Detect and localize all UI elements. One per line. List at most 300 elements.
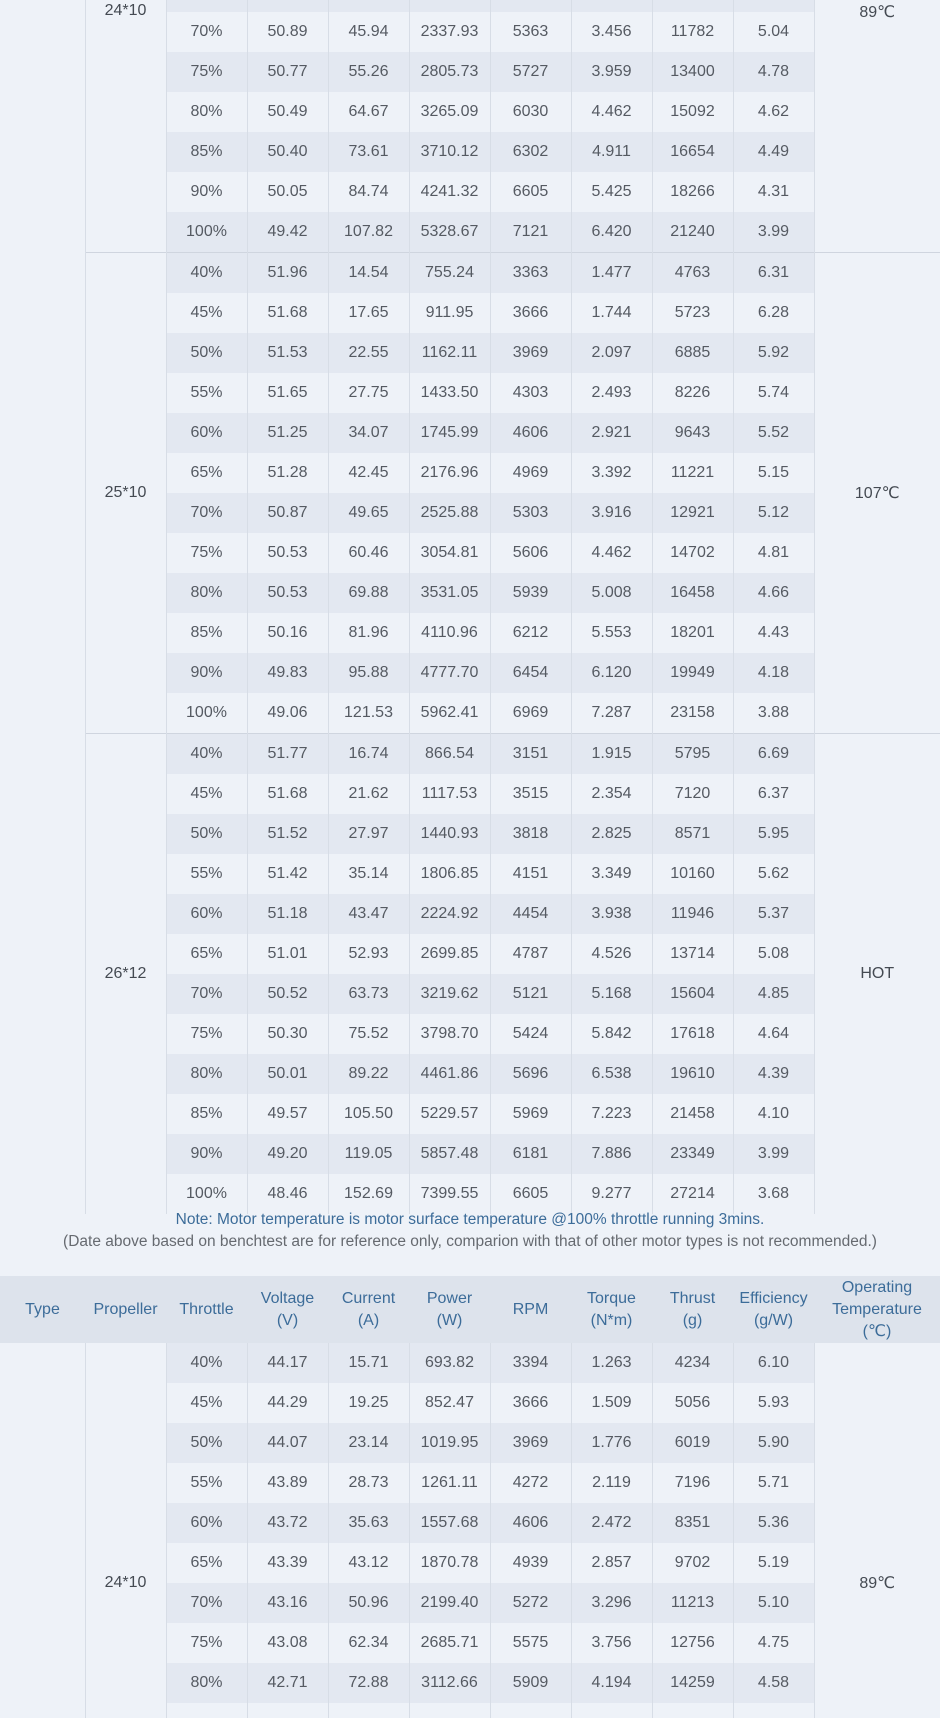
throttle-cell: 45% (166, 293, 247, 333)
power-cell: 1433.50 (409, 373, 490, 413)
throttle-cell: 100% (166, 693, 247, 734)
torque-cell: 3.959 (571, 52, 652, 92)
efficiency-cell: 6.69 (733, 734, 814, 775)
throttle-cell: 85% (166, 1094, 247, 1134)
thrust-cell: 12756 (652, 1623, 733, 1663)
power-cell: 2805.73 (409, 52, 490, 92)
power-cell: 852.47 (409, 1383, 490, 1423)
rpm-cell: 6605 (490, 172, 571, 212)
current-cell: 19.25 (328, 1383, 409, 1423)
thrust-cell: 7120 (652, 774, 733, 814)
rpm-cell: 4787 (490, 934, 571, 974)
current-cell: 15.71 (328, 1343, 409, 1383)
rpm-cell: 3818 (490, 814, 571, 854)
voltage-cell: 50.49 (247, 92, 328, 132)
power-cell: 3054.81 (409, 533, 490, 573)
thrust-cell: 14259 (652, 1663, 733, 1703)
torque-cell: 3.392 (571, 453, 652, 493)
current-cell: 23.14 (328, 1423, 409, 1463)
header-current: Current (A) (341, 1289, 396, 1329)
current-cell (328, 1703, 409, 1718)
current-cell: 27.97 (328, 814, 409, 854)
efficiency-cell: 5.74 (733, 373, 814, 413)
current-cell: 34.07 (328, 413, 409, 453)
current-cell: 72.88 (328, 1663, 409, 1703)
thrust-cell: 5056 (652, 1383, 733, 1423)
voltage-cell: 44.29 (247, 1383, 328, 1423)
throttle-cell: 40% (166, 734, 247, 775)
note-line-2: (Date above based on benchtest are for reference only, comparion with that of other motor types is not recommended.) (63, 1233, 877, 1250)
rpm-cell: 4939 (490, 1543, 571, 1583)
throttle-cell: 50% (166, 1423, 247, 1463)
efficiency-cell: 3.68 (733, 1174, 814, 1214)
torque-cell: 3.456 (571, 12, 652, 52)
efficiency-cell: 5.62 (733, 854, 814, 894)
voltage-cell: 51.68 (247, 774, 328, 814)
power-cell: 4241.32 (409, 172, 490, 212)
power-cell: 4777.70 (409, 653, 490, 693)
thrust-cell (652, 0, 733, 12)
current-cell: 45.94 (328, 12, 409, 52)
header-voltage: Voltage (V) (260, 1289, 315, 1329)
efficiency-cell: 4.85 (733, 974, 814, 1014)
efficiency-cell: 4.43 (733, 613, 814, 653)
torque-cell: 1.776 (571, 1423, 652, 1463)
rpm-cell: 3394 (490, 1343, 571, 1383)
voltage-cell: 51.42 (247, 854, 328, 894)
efficiency-cell: 5.10 (733, 1583, 814, 1623)
voltage-cell: 50.05 (247, 172, 328, 212)
temperature-cell: 107℃ (814, 253, 940, 734)
rpm-cell: 3515 (490, 774, 571, 814)
thrust-cell: 15604 (652, 974, 733, 1014)
rpm-cell: 3969 (490, 1423, 571, 1463)
voltage-cell: 43.16 (247, 1583, 328, 1623)
rpm-cell (490, 0, 571, 12)
header-power: Power (W) (426, 1289, 473, 1329)
rpm-cell: 4151 (490, 854, 571, 894)
power-cell: 3531.05 (409, 573, 490, 613)
voltage-cell: 50.16 (247, 613, 328, 653)
throttle-cell: 80% (166, 92, 247, 132)
thrust-cell: 4234 (652, 1343, 733, 1383)
torque-cell: 9.277 (571, 1174, 652, 1214)
throttle-cell: 90% (166, 1134, 247, 1174)
propeller-cell: 26*12 (85, 734, 166, 1215)
torque-cell: 6.420 (571, 212, 652, 253)
power-cell: 5229.57 (409, 1094, 490, 1134)
voltage-cell: 48.46 (247, 1174, 328, 1214)
rpm-cell: 6969 (490, 693, 571, 734)
current-cell: 107.82 (328, 212, 409, 253)
efficiency-cell: 6.31 (733, 253, 814, 294)
power-cell: 1261.11 (409, 1463, 490, 1503)
thrust-cell: 9643 (652, 413, 733, 453)
thrust-cell: 8226 (652, 373, 733, 413)
thrust-cell: 8351 (652, 1503, 733, 1543)
torque-cell (571, 0, 652, 12)
thrust-cell: 5795 (652, 734, 733, 775)
current-cell: 35.63 (328, 1503, 409, 1543)
rpm-cell: 3151 (490, 734, 571, 775)
torque-cell: 3.349 (571, 854, 652, 894)
torque-cell: 2.825 (571, 814, 652, 854)
throttle-cell: 65% (166, 453, 247, 493)
voltage-cell: 51.18 (247, 894, 328, 934)
thrust-cell: 23349 (652, 1134, 733, 1174)
throttle-cell: 50% (166, 814, 247, 854)
torque-cell: 5.008 (571, 573, 652, 613)
torque-cell: 1.263 (571, 1343, 652, 1383)
table-row (0, 0, 940, 12)
current-cell: 49.65 (328, 493, 409, 533)
throttle-cell: 80% (166, 1663, 247, 1703)
efficiency-cell: 5.04 (733, 12, 814, 52)
voltage-cell: 44.07 (247, 1423, 328, 1463)
current-cell: 95.88 (328, 653, 409, 693)
rpm-cell: 3666 (490, 293, 571, 333)
torque-cell: 3.916 (571, 493, 652, 533)
current-cell: 75.52 (328, 1014, 409, 1054)
voltage-cell: 51.65 (247, 373, 328, 413)
temperature-cell: HOT (814, 734, 940, 1215)
torque-cell: 3.938 (571, 894, 652, 934)
rpm-cell: 6181 (490, 1134, 571, 1174)
rpm-cell: 6030 (490, 92, 571, 132)
current-cell: 42.45 (328, 453, 409, 493)
throttle-cell: 80% (166, 1054, 247, 1094)
table-row (0, 253, 940, 294)
current-cell: 35.14 (328, 854, 409, 894)
voltage-cell: 49.83 (247, 653, 328, 693)
efficiency-cell: 5.12 (733, 493, 814, 533)
throttle-cell: 60% (166, 1503, 247, 1543)
torque-cell: 1.509 (571, 1383, 652, 1423)
header-efficiency: Efficiency (g/W) (739, 1289, 808, 1329)
power-cell: 5328.67 (409, 212, 490, 253)
throttle-cell: 80% (166, 573, 247, 613)
power-cell: 2699.85 (409, 934, 490, 974)
torque-cell: 2.354 (571, 774, 652, 814)
efficiency-cell: 5.37 (733, 894, 814, 934)
power-cell: 2685.71 (409, 1623, 490, 1663)
power-cell: 2199.40 (409, 1583, 490, 1623)
throttle-cell: 85% (166, 613, 247, 653)
thrust-cell: 12921 (652, 493, 733, 533)
rpm-cell: 5909 (490, 1663, 571, 1703)
power-cell: 3219.62 (409, 974, 490, 1014)
voltage-cell: 50.30 (247, 1014, 328, 1054)
propeller-cell: 25*10 (85, 253, 166, 734)
performance-table (0, 1343, 940, 1718)
thrust-cell: 19610 (652, 1054, 733, 1094)
throttle-cell: 90% (166, 653, 247, 693)
voltage-cell: 51.77 (247, 734, 328, 775)
thrust-cell: 18201 (652, 613, 733, 653)
voltage-cell: 43.39 (247, 1543, 328, 1583)
voltage-cell: 49.57 (247, 1094, 328, 1134)
thrust-cell: 11946 (652, 894, 733, 934)
type-cell (0, 0, 85, 1214)
throttle-cell: 75% (166, 533, 247, 573)
voltage-cell: 50.89 (247, 12, 328, 52)
thrust-cell: 16458 (652, 573, 733, 613)
torque-cell: 6.120 (571, 653, 652, 693)
throttle-cell: 70% (166, 12, 247, 52)
thrust-cell: 6019 (652, 1423, 733, 1463)
power-cell: 3798.70 (409, 1014, 490, 1054)
power-cell (409, 1703, 490, 1718)
throttle-cell: 40% (166, 1343, 247, 1383)
thrust-cell: 21240 (652, 212, 733, 253)
torque-cell: 3.756 (571, 1623, 652, 1663)
efficiency-cell: 5.93 (733, 1383, 814, 1423)
throttle-cell (166, 1703, 247, 1718)
current-cell: 50.96 (328, 1583, 409, 1623)
temperature-cell: 89℃ (814, 0, 940, 253)
efficiency-cell: 5.15 (733, 453, 814, 493)
thrust-cell: 9702 (652, 1543, 733, 1583)
current-cell: 81.96 (328, 613, 409, 653)
rpm-cell: 3666 (490, 1383, 571, 1423)
power-cell: 4461.86 (409, 1054, 490, 1094)
thrust-cell: 8571 (652, 814, 733, 854)
power-cell: 1870.78 (409, 1543, 490, 1583)
torque-cell: 2.921 (571, 413, 652, 453)
torque-cell (571, 1703, 652, 1718)
efficiency-cell: 4.18 (733, 653, 814, 693)
power-cell: 693.82 (409, 1343, 490, 1383)
thrust-cell: 27214 (652, 1174, 733, 1214)
throttle-cell: 75% (166, 1014, 247, 1054)
torque-cell: 2.493 (571, 373, 652, 413)
current-cell: 84.74 (328, 172, 409, 212)
torque-cell: 4.911 (571, 132, 652, 172)
power-cell: 3112.66 (409, 1663, 490, 1703)
thrust-cell: 13400 (652, 52, 733, 92)
propeller-cell: 24*10 (85, 1343, 166, 1718)
efficiency-cell: 4.58 (733, 1663, 814, 1703)
voltage-cell: 43.72 (247, 1503, 328, 1543)
torque-cell: 6.538 (571, 1054, 652, 1094)
power-cell: 2337.93 (409, 12, 490, 52)
throttle-cell: 75% (166, 52, 247, 92)
current-cell: 62.34 (328, 1623, 409, 1663)
rpm-cell: 5939 (490, 573, 571, 613)
power-cell: 2224.92 (409, 894, 490, 934)
throttle-cell: 55% (166, 373, 247, 413)
current-cell: 63.73 (328, 974, 409, 1014)
current-cell: 119.05 (328, 1134, 409, 1174)
power-cell: 1806.85 (409, 854, 490, 894)
propeller-cell: 24*10 (85, 0, 166, 253)
thrust-cell: 5723 (652, 293, 733, 333)
voltage-cell: 49.42 (247, 212, 328, 253)
throttle-cell: 100% (166, 1174, 247, 1214)
rpm-cell: 4272 (490, 1463, 571, 1503)
header-torque: Torque (N*m) (587, 1289, 636, 1329)
power-cell: 5857.48 (409, 1134, 490, 1174)
current-cell: 43.12 (328, 1543, 409, 1583)
throttle-cell: 50% (166, 333, 247, 373)
torque-cell: 2.472 (571, 1503, 652, 1543)
efficiency-cell: 6.10 (733, 1343, 814, 1383)
rpm-cell: 4606 (490, 1503, 571, 1543)
voltage-cell: 51.53 (247, 333, 328, 373)
header-thrust: Thrust (g) (669, 1289, 716, 1329)
torque-cell: 4.462 (571, 92, 652, 132)
current-cell: 121.53 (328, 693, 409, 734)
thrust-cell: 16654 (652, 132, 733, 172)
current-cell: 89.22 (328, 1054, 409, 1094)
power-cell: 1557.68 (409, 1503, 490, 1543)
throttle-cell (166, 0, 247, 12)
torque-cell: 7.886 (571, 1134, 652, 1174)
throttle-cell: 60% (166, 894, 247, 934)
rpm-cell (490, 1703, 571, 1718)
thrust-cell: 23158 (652, 693, 733, 734)
throttle-cell: 70% (166, 974, 247, 1014)
power-cell: 755.24 (409, 253, 490, 294)
throttle-cell: 85% (166, 132, 247, 172)
efficiency-cell: 3.99 (733, 1134, 814, 1174)
efficiency-cell: 4.66 (733, 573, 814, 613)
voltage-cell: 51.52 (247, 814, 328, 854)
thrust-cell: 6885 (652, 333, 733, 373)
power-cell: 1745.99 (409, 413, 490, 453)
voltage-cell: 51.96 (247, 253, 328, 294)
torque-cell: 4.194 (571, 1663, 652, 1703)
note-line-1: Note: Motor temperature is motor surface temperature @100% throttle running 3mins. (175, 1211, 765, 1228)
efficiency-cell: 4.64 (733, 1014, 814, 1054)
efficiency-cell: 5.19 (733, 1543, 814, 1583)
rpm-cell: 4606 (490, 413, 571, 453)
efficiency-cell: 4.62 (733, 92, 814, 132)
throttle-cell: 55% (166, 1463, 247, 1503)
torque-cell: 2.119 (571, 1463, 652, 1503)
current-cell: 69.88 (328, 573, 409, 613)
efficiency-cell: 5.95 (733, 814, 814, 854)
efficiency-cell: 5.92 (733, 333, 814, 373)
type-cell (0, 1343, 85, 1718)
rpm-cell: 6302 (490, 132, 571, 172)
torque-cell: 4.526 (571, 934, 652, 974)
throttle-cell: 45% (166, 774, 247, 814)
test-table-section-2 (0, 1343, 940, 1718)
current-cell: 60.46 (328, 533, 409, 573)
table-header (0, 1276, 940, 1344)
voltage-cell: 50.01 (247, 1054, 328, 1094)
torque-cell: 4.462 (571, 533, 652, 573)
rpm-cell: 6212 (490, 613, 571, 653)
rpm-cell: 4303 (490, 373, 571, 413)
efficiency-cell: 5.90 (733, 1423, 814, 1463)
thrust-cell: 13714 (652, 934, 733, 974)
rpm-cell: 5272 (490, 1583, 571, 1623)
power-cell: 1019.95 (409, 1423, 490, 1463)
throttle-cell: 40% (166, 253, 247, 294)
efficiency-cell: 3.88 (733, 693, 814, 734)
thrust-cell: 21458 (652, 1094, 733, 1134)
voltage-cell: 50.87 (247, 493, 328, 533)
thrust-cell: 11221 (652, 453, 733, 493)
rpm-cell: 5727 (490, 52, 571, 92)
throttle-cell: 70% (166, 493, 247, 533)
rpm-cell: 6605 (490, 1174, 571, 1214)
power-cell: 4110.96 (409, 613, 490, 653)
thrust-cell: 15092 (652, 92, 733, 132)
voltage-cell: 50.40 (247, 132, 328, 172)
temperature-cell: 89℃ (814, 1343, 940, 1718)
thrust-cell: 11782 (652, 12, 733, 52)
current-cell: 16.74 (328, 734, 409, 775)
efficiency-cell: 5.08 (733, 934, 814, 974)
voltage-cell: 43.89 (247, 1463, 328, 1503)
thrust-cell: 11213 (652, 1583, 733, 1623)
torque-cell: 1.915 (571, 734, 652, 775)
voltage-cell: 50.52 (247, 974, 328, 1014)
thrust-cell (652, 1703, 733, 1718)
current-cell: 43.47 (328, 894, 409, 934)
throttle-cell: 65% (166, 934, 247, 974)
voltage-cell: 51.28 (247, 453, 328, 493)
torque-cell: 3.296 (571, 1583, 652, 1623)
torque-cell: 1.744 (571, 293, 652, 333)
current-cell: 14.54 (328, 253, 409, 294)
throttle-cell: 55% (166, 854, 247, 894)
efficiency-cell: 6.28 (733, 293, 814, 333)
torque-cell: 7.287 (571, 693, 652, 734)
rpm-cell: 4454 (490, 894, 571, 934)
header-type: Type (25, 1300, 60, 1318)
voltage-cell (247, 1703, 328, 1718)
rpm-cell: 5424 (490, 1014, 571, 1054)
efficiency-cell (733, 1703, 814, 1718)
throttle-cell: 45% (166, 1383, 247, 1423)
current-cell: 52.93 (328, 934, 409, 974)
throttle-cell: 75% (166, 1623, 247, 1663)
power-cell: 2176.96 (409, 453, 490, 493)
voltage-cell: 50.53 (247, 573, 328, 613)
throttle-cell: 100% (166, 212, 247, 253)
throttle-cell: 60% (166, 413, 247, 453)
torque-cell: 5.425 (571, 172, 652, 212)
efficiency-cell: 4.78 (733, 52, 814, 92)
power-cell: 2525.88 (409, 493, 490, 533)
efficiency-cell: 4.39 (733, 1054, 814, 1094)
current-cell: 17.65 (328, 293, 409, 333)
rpm-cell: 5303 (490, 493, 571, 533)
rpm-cell: 5363 (490, 12, 571, 52)
voltage-cell: 51.25 (247, 413, 328, 453)
torque-cell: 7.223 (571, 1094, 652, 1134)
thrust-cell: 7196 (652, 1463, 733, 1503)
rpm-cell: 5969 (490, 1094, 571, 1134)
efficiency-cell: 5.71 (733, 1463, 814, 1503)
torque-cell: 1.477 (571, 253, 652, 294)
current-cell: 27.75 (328, 373, 409, 413)
header-rpm: RPM (512, 1300, 549, 1318)
rpm-cell: 4969 (490, 453, 571, 493)
torque-cell: 5.553 (571, 613, 652, 653)
efficiency-cell: 6.37 (733, 774, 814, 814)
thrust-cell: 10160 (652, 854, 733, 894)
current-cell: 73.61 (328, 132, 409, 172)
current-cell: 21.62 (328, 774, 409, 814)
voltage-cell (247, 0, 328, 12)
thrust-cell: 14702 (652, 533, 733, 573)
torque-cell: 5.842 (571, 1014, 652, 1054)
